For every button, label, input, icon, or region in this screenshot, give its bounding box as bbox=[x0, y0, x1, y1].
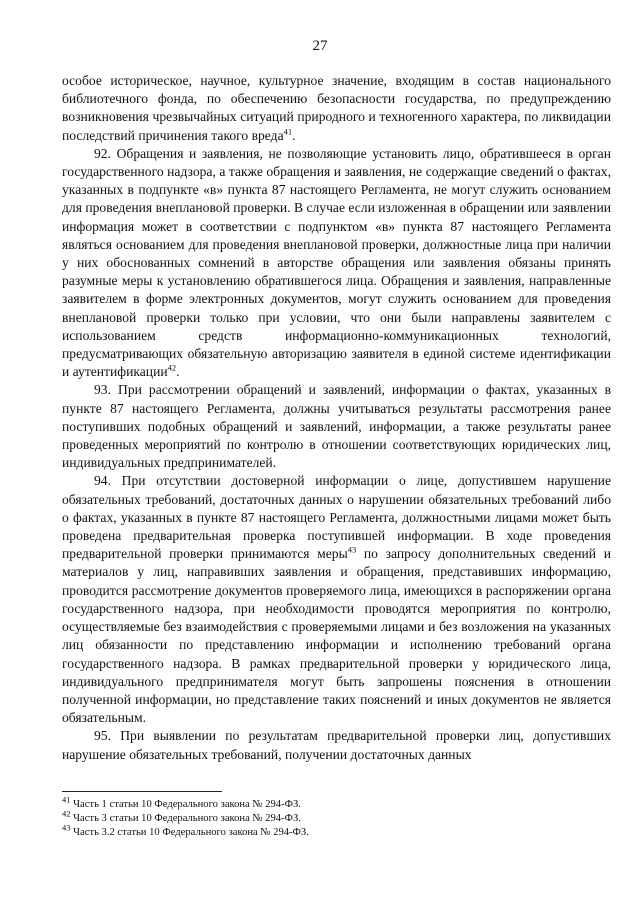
page-number: 27 bbox=[312, 38, 328, 54]
footnote-43: $^{43}$ Часть 3.2 статьи 10 Федерального закона № 294-ФЗ. bbox=[62, 822, 309, 839]
footnotes bbox=[62, 794, 611, 841]
paragraph-94: 94. При отсутствии достоверной информации о лице, допустившем нарушение обязательных требований, достаточных данных о нарушении обязательных требований либо о фактах, указанных в пункте 87 настоящего Регламента, должностными лицами может быть проведена предварительная проверка поступившей информации. В ходе проведения предварительной проверки принимаются меры$^{43}$ по запросу дополнительных сведений и материалов у лиц, направивших заявления и обращения, представивших информацию, проводится рассмотрение документов проверяемого лица, имеющихся в распоряжении органа государственного надзора, при необходимости проводятся мероприятия по контролю, осуществляемые без взаимодействия с проверяемыми лицами и без возложения на указанных лиц обязанности по представлению информации и исполнению требований органа государственного надзора. В рамках предварительной проверки у юридического лица, индивидуального предпринимателя могут быть запрошены пояснения в отношении полученной информации, но представление таких пояснений и иных документов не является обязательным. bbox=[62, 473, 611, 726]
footnote-ref: 42 bbox=[167, 362, 177, 373]
body-text bbox=[62, 72, 611, 764]
paragraph-95: 95. При выявлении по результатам предварительной проверки лиц, допустивших нарушение обязательных требований, получении достаточных данных bbox=[62, 728, 611, 762]
footnote-41: $^{41}$ Часть 1 статьи 10 Федерального закона № 294-ФЗ. bbox=[62, 794, 301, 810]
paragraph-93: 93. При рассмотрении обращений и заявлений, информации о фактах, указанных в пункте 87 настоящего Регламента, должны учитываться результаты рассмотрения ранее поступивших подобных обращений и заявлений, информации, а также результаты ранее проведенных мероприятий по контролю в отношении соответствующих юридических лиц, индивидуальных предпринимателей. bbox=[62, 382, 611, 471]
footnote-ref: 43 bbox=[347, 544, 357, 555]
paragraph-92: 92. Обращения и заявления, не позволяющие установить лицо, обратившееся в орган государственного надзора, а также обращения и заявления, не содержащие сведений о фактах, указанных в подпункте «в» пункта 87 настоящего Регламента, не могут служить основанием для проведения внеплановой проверки. В случае если изложенная в обращении или заявлении информация может в соответствии с подпунктом «в» пункта 87 настоящего Регламента являться основанием для проведения внеплановой проверки, должностные лица при наличии у них обоснованных сомнений в авторстве обращения или заявления обязаны принять разумные меры к установлению обратившегося лица. Обращения и заявления, направленные заявителем в форме электронных документов, могут служить основанием для проведения внеплановой проверки только при условии, что они были направлены заявителем с использованием средств информационно-коммуникационных технологий, предусматривающих обязательную авторизацию заявителя в единой системе идентификации и аутентификации$^{42}$. bbox=[62, 145, 611, 380]
footnote-ref: 41 bbox=[283, 126, 293, 137]
footnote-divider bbox=[62, 791, 222, 792]
footnote-42: $^{42}$ Часть 3 статьи 10 Федерального закона № 294-ФЗ. bbox=[62, 808, 301, 825]
paragraph: особое историческое, научное, культурное значение, входящим в состав национального библиотечного фонда, по обеспечению безопасности государства, по предупреждению возникновения чрезвычайных ситуаций природного и техногенного характера, по ликвидации последствий причинения такого вреда$^{41}$. bbox=[62, 73, 611, 143]
